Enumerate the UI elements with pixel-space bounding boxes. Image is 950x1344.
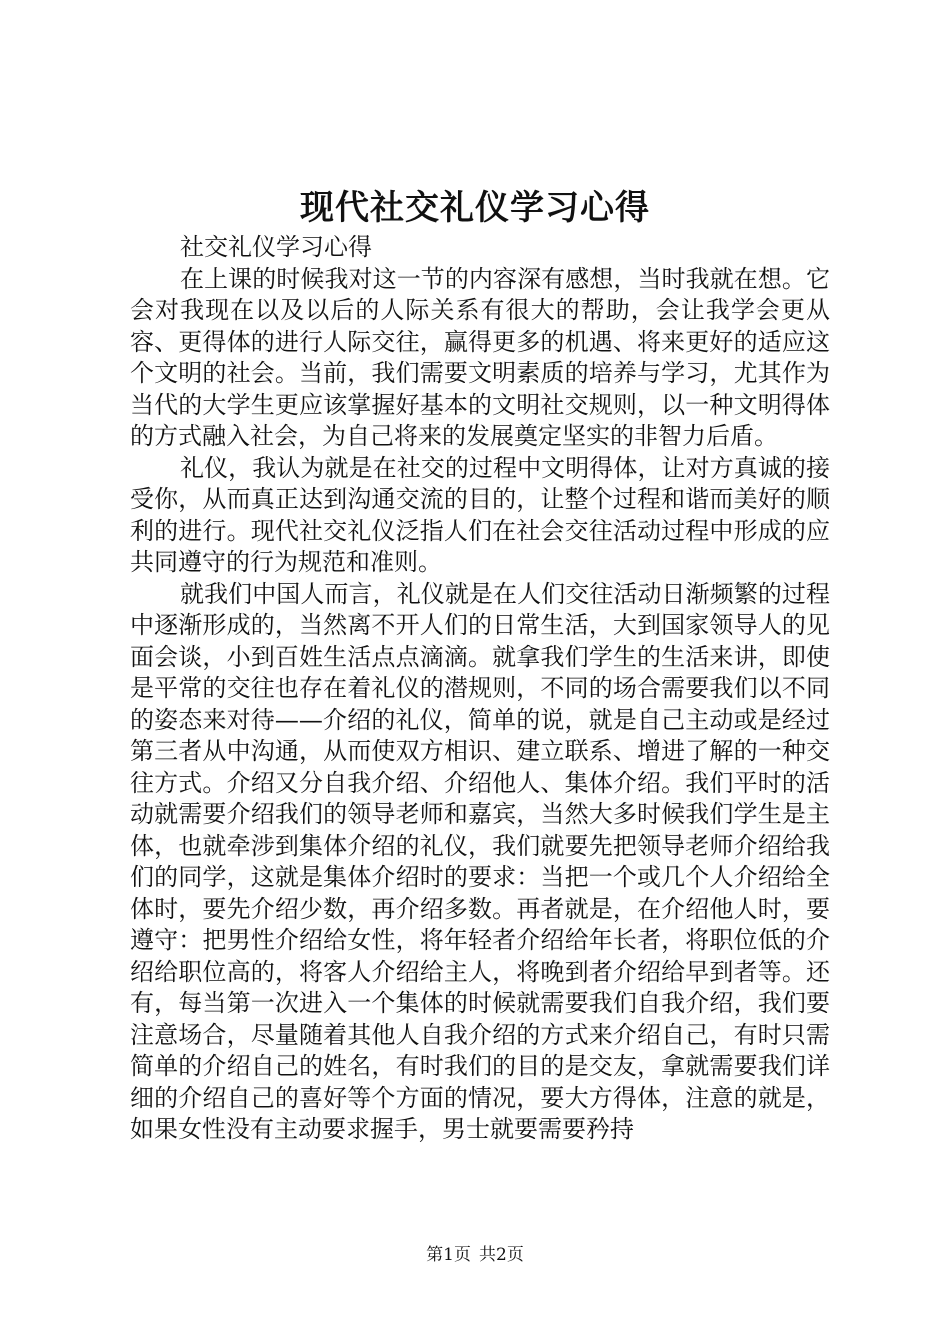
body-paragraph: 礼仪，我认为就是在社交的过程中文明得体，让对方真诚的接受你，从而真正达到沟通交流的目的，让整个过程和谐而美好的顺利的进行。现代社交礼仪泛指人们在社会交往活动过程中形成的应共同遵守的行为规范和准则。 bbox=[130, 453, 830, 576]
body-paragraph: 就我们中国人而言，礼仪就是在人们交往活动日渐频繁的过程中逐渐形成的，当然离不开人们的日常生活，大到国家领导人的见面会谈，小到百姓生活点点滴滴。就拿我们学生的生活来讲，即使是平常的交往也存在着礼仪的潜规则，不同的场合需要我们以不同的姿态来对待——介绍的礼仪，简单的说，就是自己主动或是经过第三者从中沟通，从而使双方相识、建立联系、增进了解的一种交往方式。介绍又分自我介绍、介绍他人、集体介绍。我们平时的活动就需要介绍我们的领导老师和嘉宾，当然大多时候我们学生是主体，也就牵涉到集体介绍的礼仪，我们就要先把领导老师介绍给我们的同学，这就是集体介绍时的要求：当把一个或几个人介绍给全体时，要先介绍少数，再介绍多数。再者就是，在介绍他人时，要遵守：把男性介绍给女性，将年轻者介绍给年长者，将职位低的介绍给职位高的，将客人介绍给主人，将晚到者介绍给早到者等。还有，每当第一次进入一个集体的时候就需要我们自我介绍，我们要注意场合，尽量随着其他人自我介绍的方式来介绍自己，有时只需简单的介绍自己的姓名，有时我们的目的是交友，拿就需要我们详细的介绍自己的喜好等个方面的情况，要大方得体，注意的就是，如果女性没有主动要求握手，男士就要需要矜持 bbox=[130, 579, 830, 1143]
document-body bbox=[130, 232, 830, 1146]
body-paragraph: 在上课的时候我对这一节的内容深有感想，当时我就在想。它会对我现在以及以后的人际关系有很大的帮助，会让我学会更从容、更得体的进行人际交往，赢得更多的机遇、将来更好的适应这个文明的社会。当前，我们需要文明素质的培养与学习，尤其作为当代的大学生更应该掌握好基本的文明社交规则，以一种文明得体的方式融入社会，为自己将来的发展奠定坚实的非智力后盾。 bbox=[130, 264, 830, 450]
page-number: 第1页 bbox=[426, 1245, 471, 1265]
page-footer bbox=[0, 1243, 950, 1267]
subtitle-paragraph: 社交礼仪学习心得 bbox=[180, 233, 372, 261]
document-title: 现代社交礼仪学习心得 bbox=[300, 188, 650, 228]
page-total: 共2页 bbox=[479, 1245, 524, 1265]
